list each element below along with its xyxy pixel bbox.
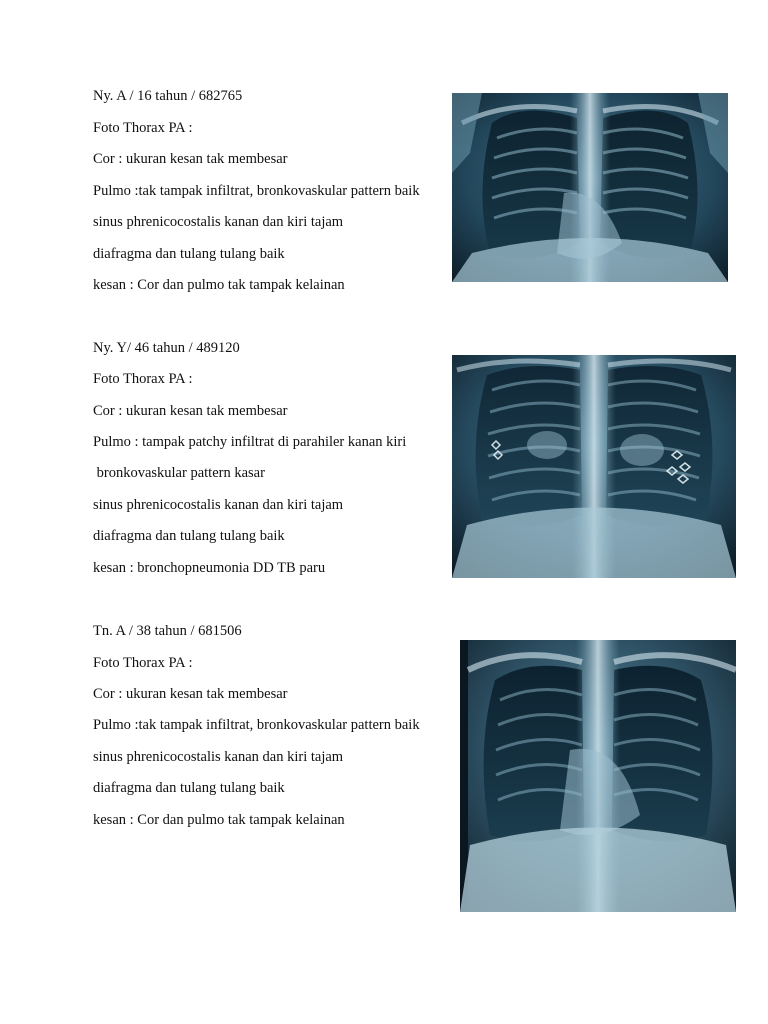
kesan-conclusion: kesan : bronchopneumonia DD TB paru: [93, 560, 326, 576]
cor-finding: Cor : ukuran kesan tak membesar: [93, 686, 288, 702]
patient-header: Ny. A / 16 tahun / 682765: [93, 88, 243, 104]
pulmo-finding: Pulmo : tampak patchy infiltrat di parahiler kanan kiri: [93, 434, 407, 450]
cor-finding: Cor : ukuran kesan tak membesar: [93, 151, 288, 167]
kesan-conclusion: kesan : Cor dan pulmo tak tampak kelainan: [93, 277, 345, 293]
patient-header: Tn. A / 38 tahun / 681506: [93, 623, 242, 639]
exam-type: Foto Thorax PA :: [93, 371, 193, 387]
diafragma-finding: diafragma dan tulang tulang baik: [93, 528, 285, 544]
exam-type: Foto Thorax PA :: [93, 120, 193, 136]
sinus-finding: sinus phrenicocostalis kanan dan kiri tajam: [93, 214, 344, 230]
diafragma-finding: diafragma dan tulang tulang baik: [93, 780, 285, 796]
pulmo-finding-continued: bronkovaskular pattern kasar: [93, 465, 265, 481]
exam-type: Foto Thorax PA :: [93, 655, 193, 671]
pulmo-finding: Pulmo :tak tampak infiltrat, bronkovaskular pattern baik: [93, 717, 420, 733]
chest-xray-image: [452, 355, 736, 578]
kesan-conclusion: kesan : Cor dan pulmo tak tampak kelainan: [93, 812, 345, 828]
chest-xray-image: [460, 640, 736, 912]
pulmo-finding: Pulmo :tak tampak infiltrat, bronkovaskular pattern baik: [93, 183, 420, 199]
sinus-finding: sinus phrenicocostalis kanan dan kiri tajam: [93, 749, 344, 765]
sinus-finding: sinus phrenicocostalis kanan dan kiri tajam: [93, 497, 344, 513]
cor-finding: Cor : ukuran kesan tak membesar: [93, 403, 288, 419]
diafragma-finding: diafragma dan tulang tulang baik: [93, 246, 285, 262]
patient-header: Ny. Y/ 46 tahun / 489120: [93, 340, 240, 356]
chest-xray-image: [452, 93, 728, 282]
